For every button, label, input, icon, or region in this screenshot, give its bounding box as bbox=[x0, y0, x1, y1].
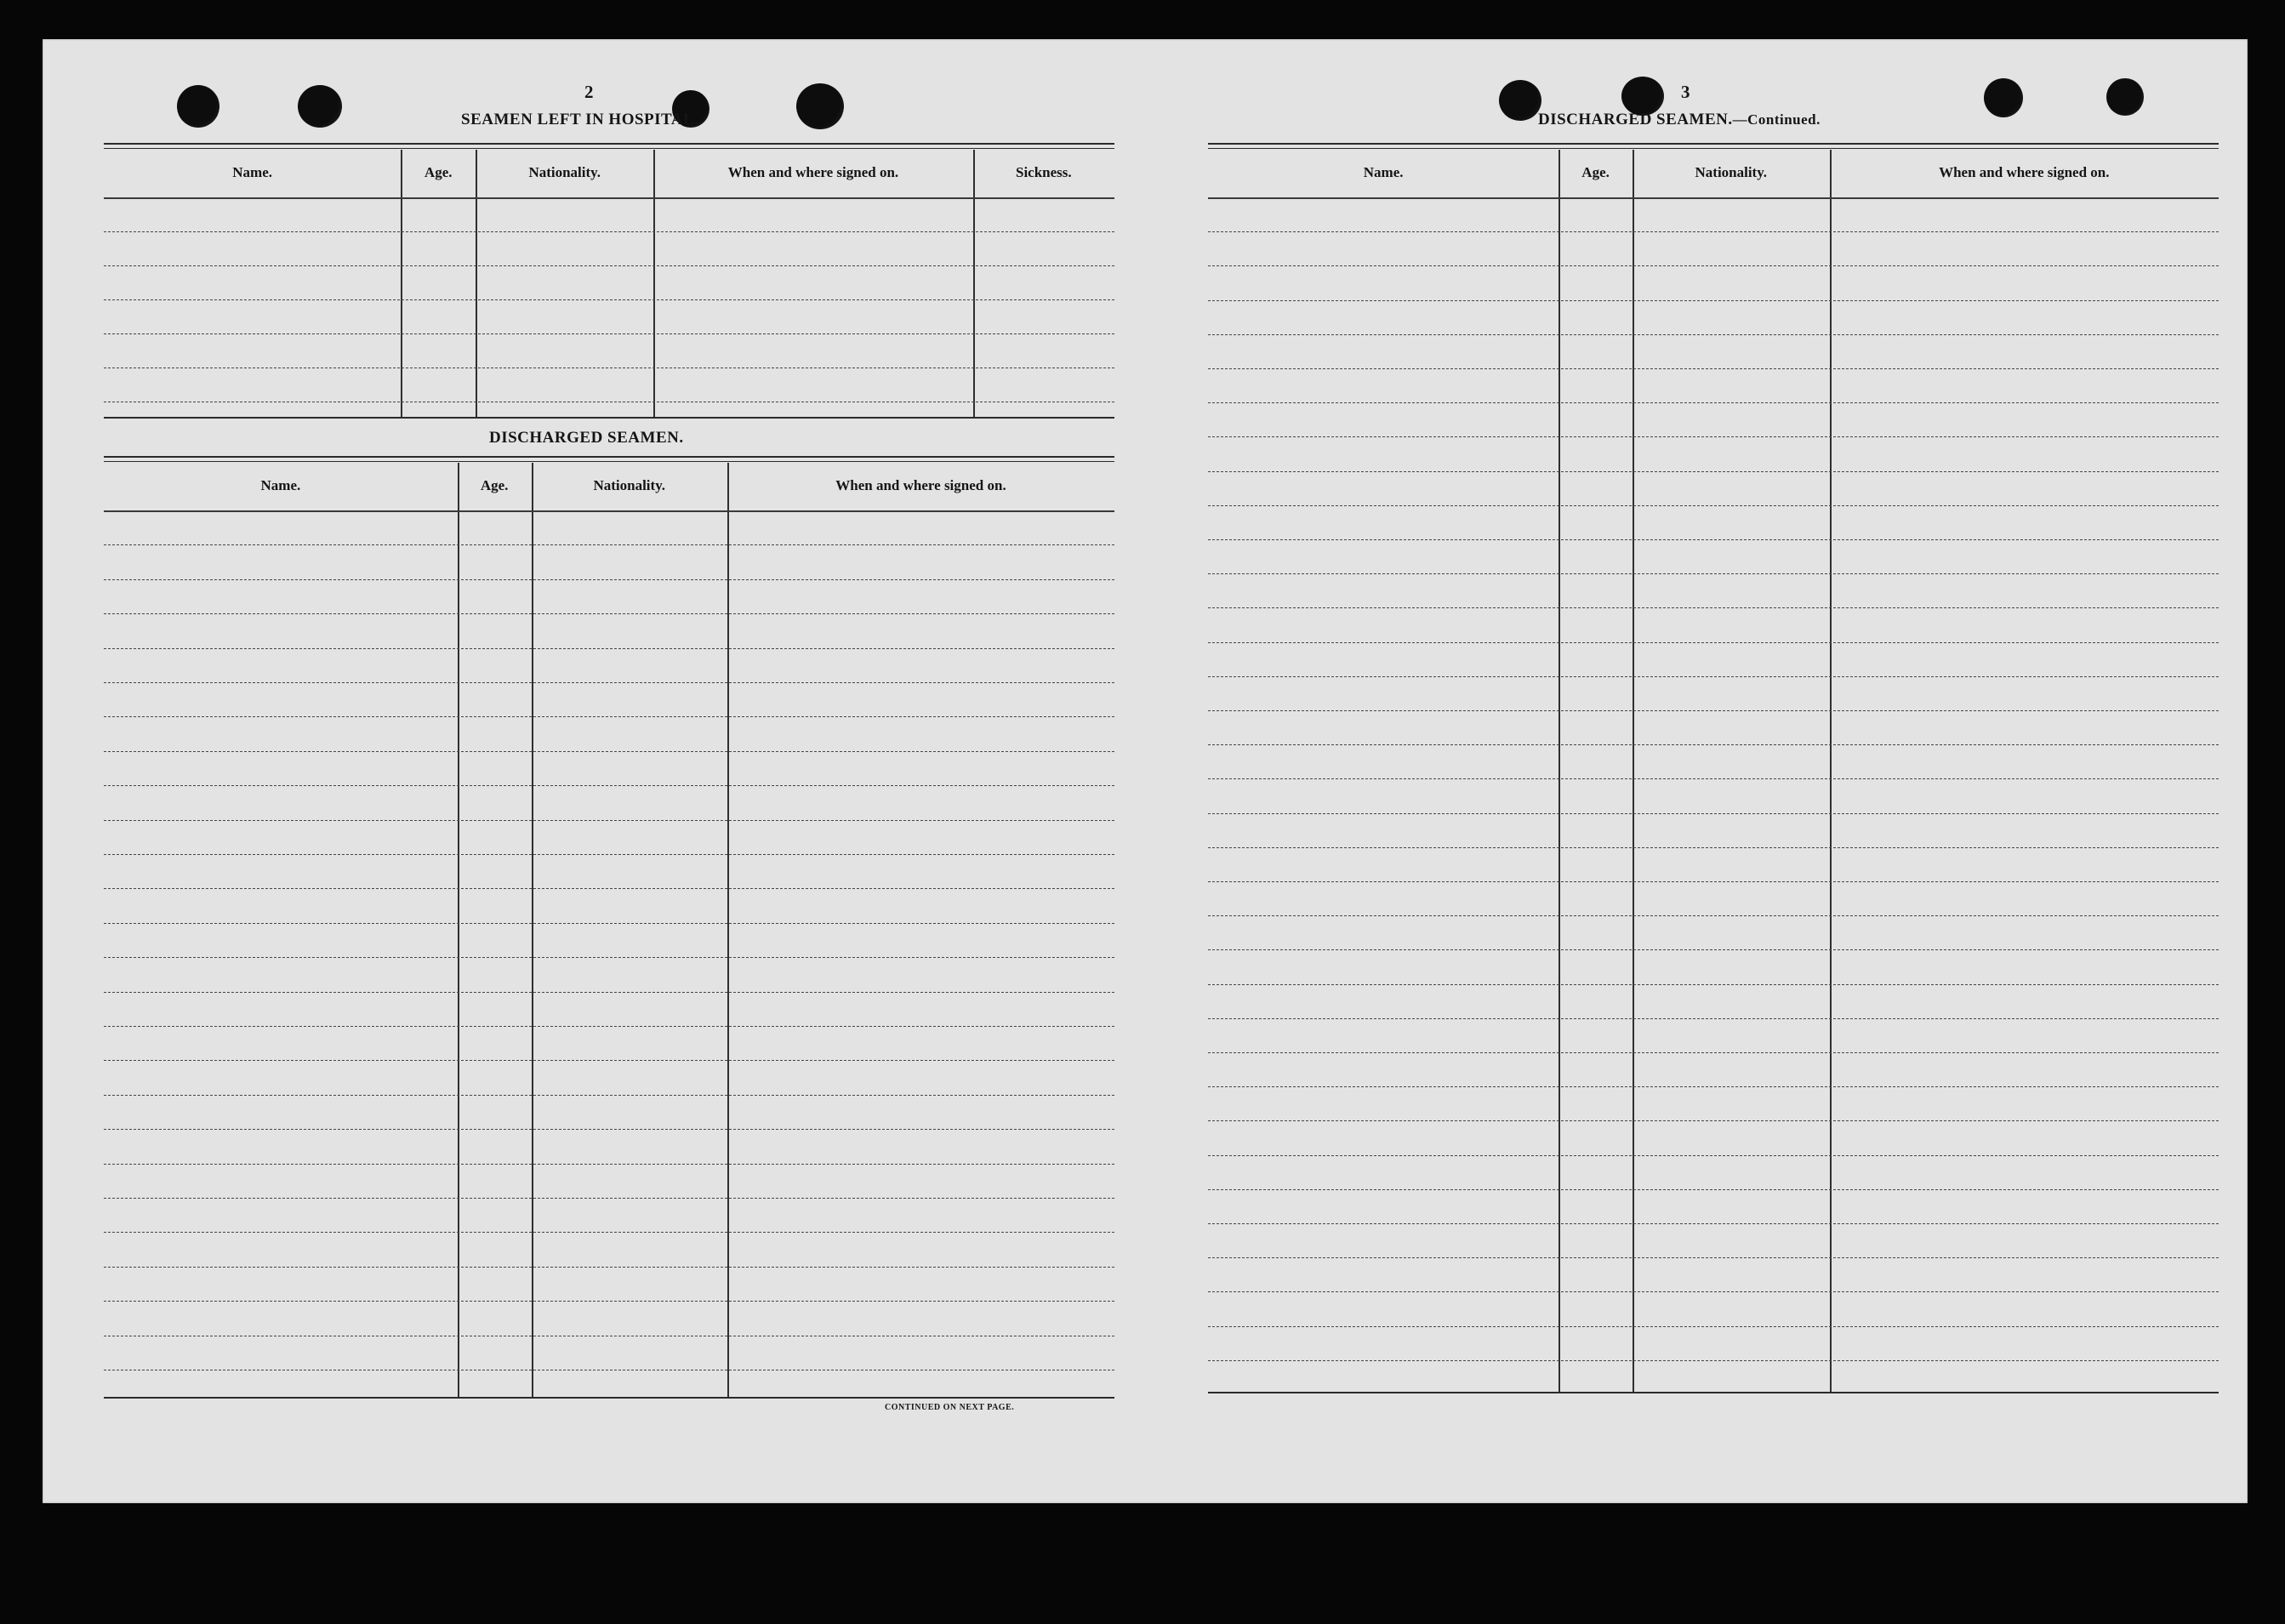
table-row bbox=[1208, 1120, 2219, 1121]
table-row bbox=[1208, 402, 2219, 403]
table-row bbox=[104, 1164, 1114, 1165]
table-row bbox=[1208, 539, 2219, 540]
table-row bbox=[1208, 265, 2219, 266]
table-row bbox=[104, 682, 1114, 683]
punch-hole bbox=[1984, 78, 2023, 117]
table-row bbox=[1208, 573, 2219, 574]
table-row bbox=[1208, 300, 2219, 301]
hospital-bottom-rule bbox=[104, 417, 1114, 419]
table-row bbox=[104, 1060, 1114, 1061]
table-row bbox=[104, 1301, 1114, 1302]
column-divider bbox=[401, 150, 402, 417]
table-row bbox=[1208, 607, 2219, 608]
table-row bbox=[104, 333, 1114, 334]
table-row bbox=[1208, 1189, 2219, 1190]
column-header: When and where signed on. bbox=[835, 477, 1006, 493]
punch-hole bbox=[177, 85, 219, 128]
table-row bbox=[1208, 642, 2219, 643]
table-row bbox=[1208, 505, 2219, 506]
header-rule bbox=[1208, 197, 2219, 199]
column-header: When and where signed on. bbox=[1939, 164, 2110, 180]
hospital-top-rule bbox=[104, 143, 1114, 145]
column-divider bbox=[727, 463, 729, 1397]
discharged-top-rule-2 bbox=[104, 461, 1114, 462]
discharged-section-title: DISCHARGED SEAMEN. bbox=[489, 429, 684, 447]
punch-hole bbox=[1499, 80, 1541, 121]
table-row bbox=[1208, 368, 2219, 369]
table-row bbox=[104, 820, 1114, 821]
table-row bbox=[104, 888, 1114, 889]
column-divider bbox=[1633, 150, 1634, 1392]
column-divider bbox=[1830, 150, 1832, 1392]
punch-hole bbox=[796, 83, 844, 129]
punch-hole bbox=[2106, 78, 2144, 116]
continued-note: CONTINUED ON NEXT PAGE. bbox=[885, 1403, 1015, 1412]
table-row bbox=[1208, 676, 2219, 677]
table-row bbox=[1208, 334, 2219, 335]
table-row bbox=[104, 613, 1114, 614]
table-row bbox=[1208, 1052, 2219, 1053]
continued-top-rule bbox=[1208, 143, 2219, 145]
table-row bbox=[1208, 436, 2219, 437]
table-row bbox=[1208, 1291, 2219, 1292]
continued-suffix: —Continued. bbox=[1732, 111, 1821, 128]
table-row bbox=[104, 1026, 1114, 1027]
column-header: Age. bbox=[1581, 164, 1610, 180]
table-row bbox=[104, 579, 1114, 580]
left-page-number: 2 bbox=[584, 82, 594, 102]
column-header: Nationality. bbox=[528, 164, 601, 180]
table-row bbox=[104, 751, 1114, 752]
table-row bbox=[1208, 1086, 2219, 1087]
column-header: Name. bbox=[232, 164, 272, 180]
discharged-continued-title-text: DISCHARGED SEAMEN. bbox=[1538, 111, 1733, 128]
table-row bbox=[104, 785, 1114, 786]
table-row bbox=[1208, 813, 2219, 814]
header-rule bbox=[104, 197, 1114, 199]
discharged-continued-table bbox=[1208, 150, 2219, 1392]
column-divider bbox=[458, 463, 459, 1397]
column-header: When and where signed on. bbox=[727, 164, 899, 180]
table-bottom-rule bbox=[104, 1397, 1114, 1399]
discharged-table bbox=[104, 463, 1114, 1397]
table-row bbox=[1208, 881, 2219, 882]
table-row bbox=[104, 1095, 1114, 1096]
discharged-top-rule bbox=[104, 456, 1114, 458]
table-row bbox=[104, 299, 1114, 300]
column-divider bbox=[476, 150, 477, 417]
table-row bbox=[1208, 1360, 2219, 1361]
column-divider bbox=[973, 150, 975, 417]
table-row bbox=[1208, 949, 2219, 950]
right-page-number: 3 bbox=[1681, 82, 1690, 102]
table-row bbox=[1208, 1257, 2219, 1258]
table-row bbox=[1208, 744, 2219, 745]
table-row bbox=[1208, 231, 2219, 232]
column-header: Nationality. bbox=[593, 477, 666, 493]
hospital-section-title: SEAMEN LEFT IN HOSPITAL. bbox=[461, 111, 699, 128]
table-row bbox=[104, 923, 1114, 924]
table-row bbox=[104, 992, 1114, 993]
table-row bbox=[1208, 778, 2219, 779]
hospital-top-rule-2 bbox=[104, 148, 1114, 149]
table-row bbox=[104, 231, 1114, 232]
table-row bbox=[1208, 471, 2219, 472]
table-bottom-rule bbox=[1208, 1392, 2219, 1393]
column-header: Name. bbox=[260, 477, 301, 493]
column-header: Age. bbox=[480, 477, 509, 493]
table-row bbox=[104, 854, 1114, 855]
table-row bbox=[1208, 1018, 2219, 1019]
table-row bbox=[104, 716, 1114, 717]
table-row bbox=[1208, 847, 2219, 848]
table-row bbox=[104, 1129, 1114, 1130]
continued-top-rule-2 bbox=[1208, 148, 2219, 149]
table-row bbox=[104, 1232, 1114, 1233]
hospital-table bbox=[104, 150, 1114, 417]
column-header: Sickness. bbox=[1015, 164, 1072, 180]
column-header: Age. bbox=[424, 164, 453, 180]
table-row bbox=[1208, 710, 2219, 711]
table-row bbox=[104, 1198, 1114, 1199]
column-divider bbox=[653, 150, 655, 417]
header-rule bbox=[104, 510, 1114, 512]
table-row bbox=[1208, 915, 2219, 916]
column-divider bbox=[1558, 150, 1560, 1392]
table-row bbox=[104, 648, 1114, 649]
column-divider bbox=[532, 463, 533, 1397]
column-header: Name. bbox=[1363, 164, 1404, 180]
table-row bbox=[104, 544, 1114, 545]
punch-hole bbox=[298, 85, 342, 128]
table-row bbox=[104, 265, 1114, 266]
table-row bbox=[104, 957, 1114, 958]
table-row bbox=[1208, 1155, 2219, 1156]
table-row bbox=[104, 1267, 1114, 1268]
table-row bbox=[1208, 1223, 2219, 1224]
table-row bbox=[1208, 1326, 2219, 1327]
discharged-continued-title bbox=[1538, 111, 1821, 129]
form-sheet bbox=[43, 39, 2248, 1503]
column-header: Nationality. bbox=[1695, 164, 1768, 180]
table-row bbox=[1208, 984, 2219, 985]
